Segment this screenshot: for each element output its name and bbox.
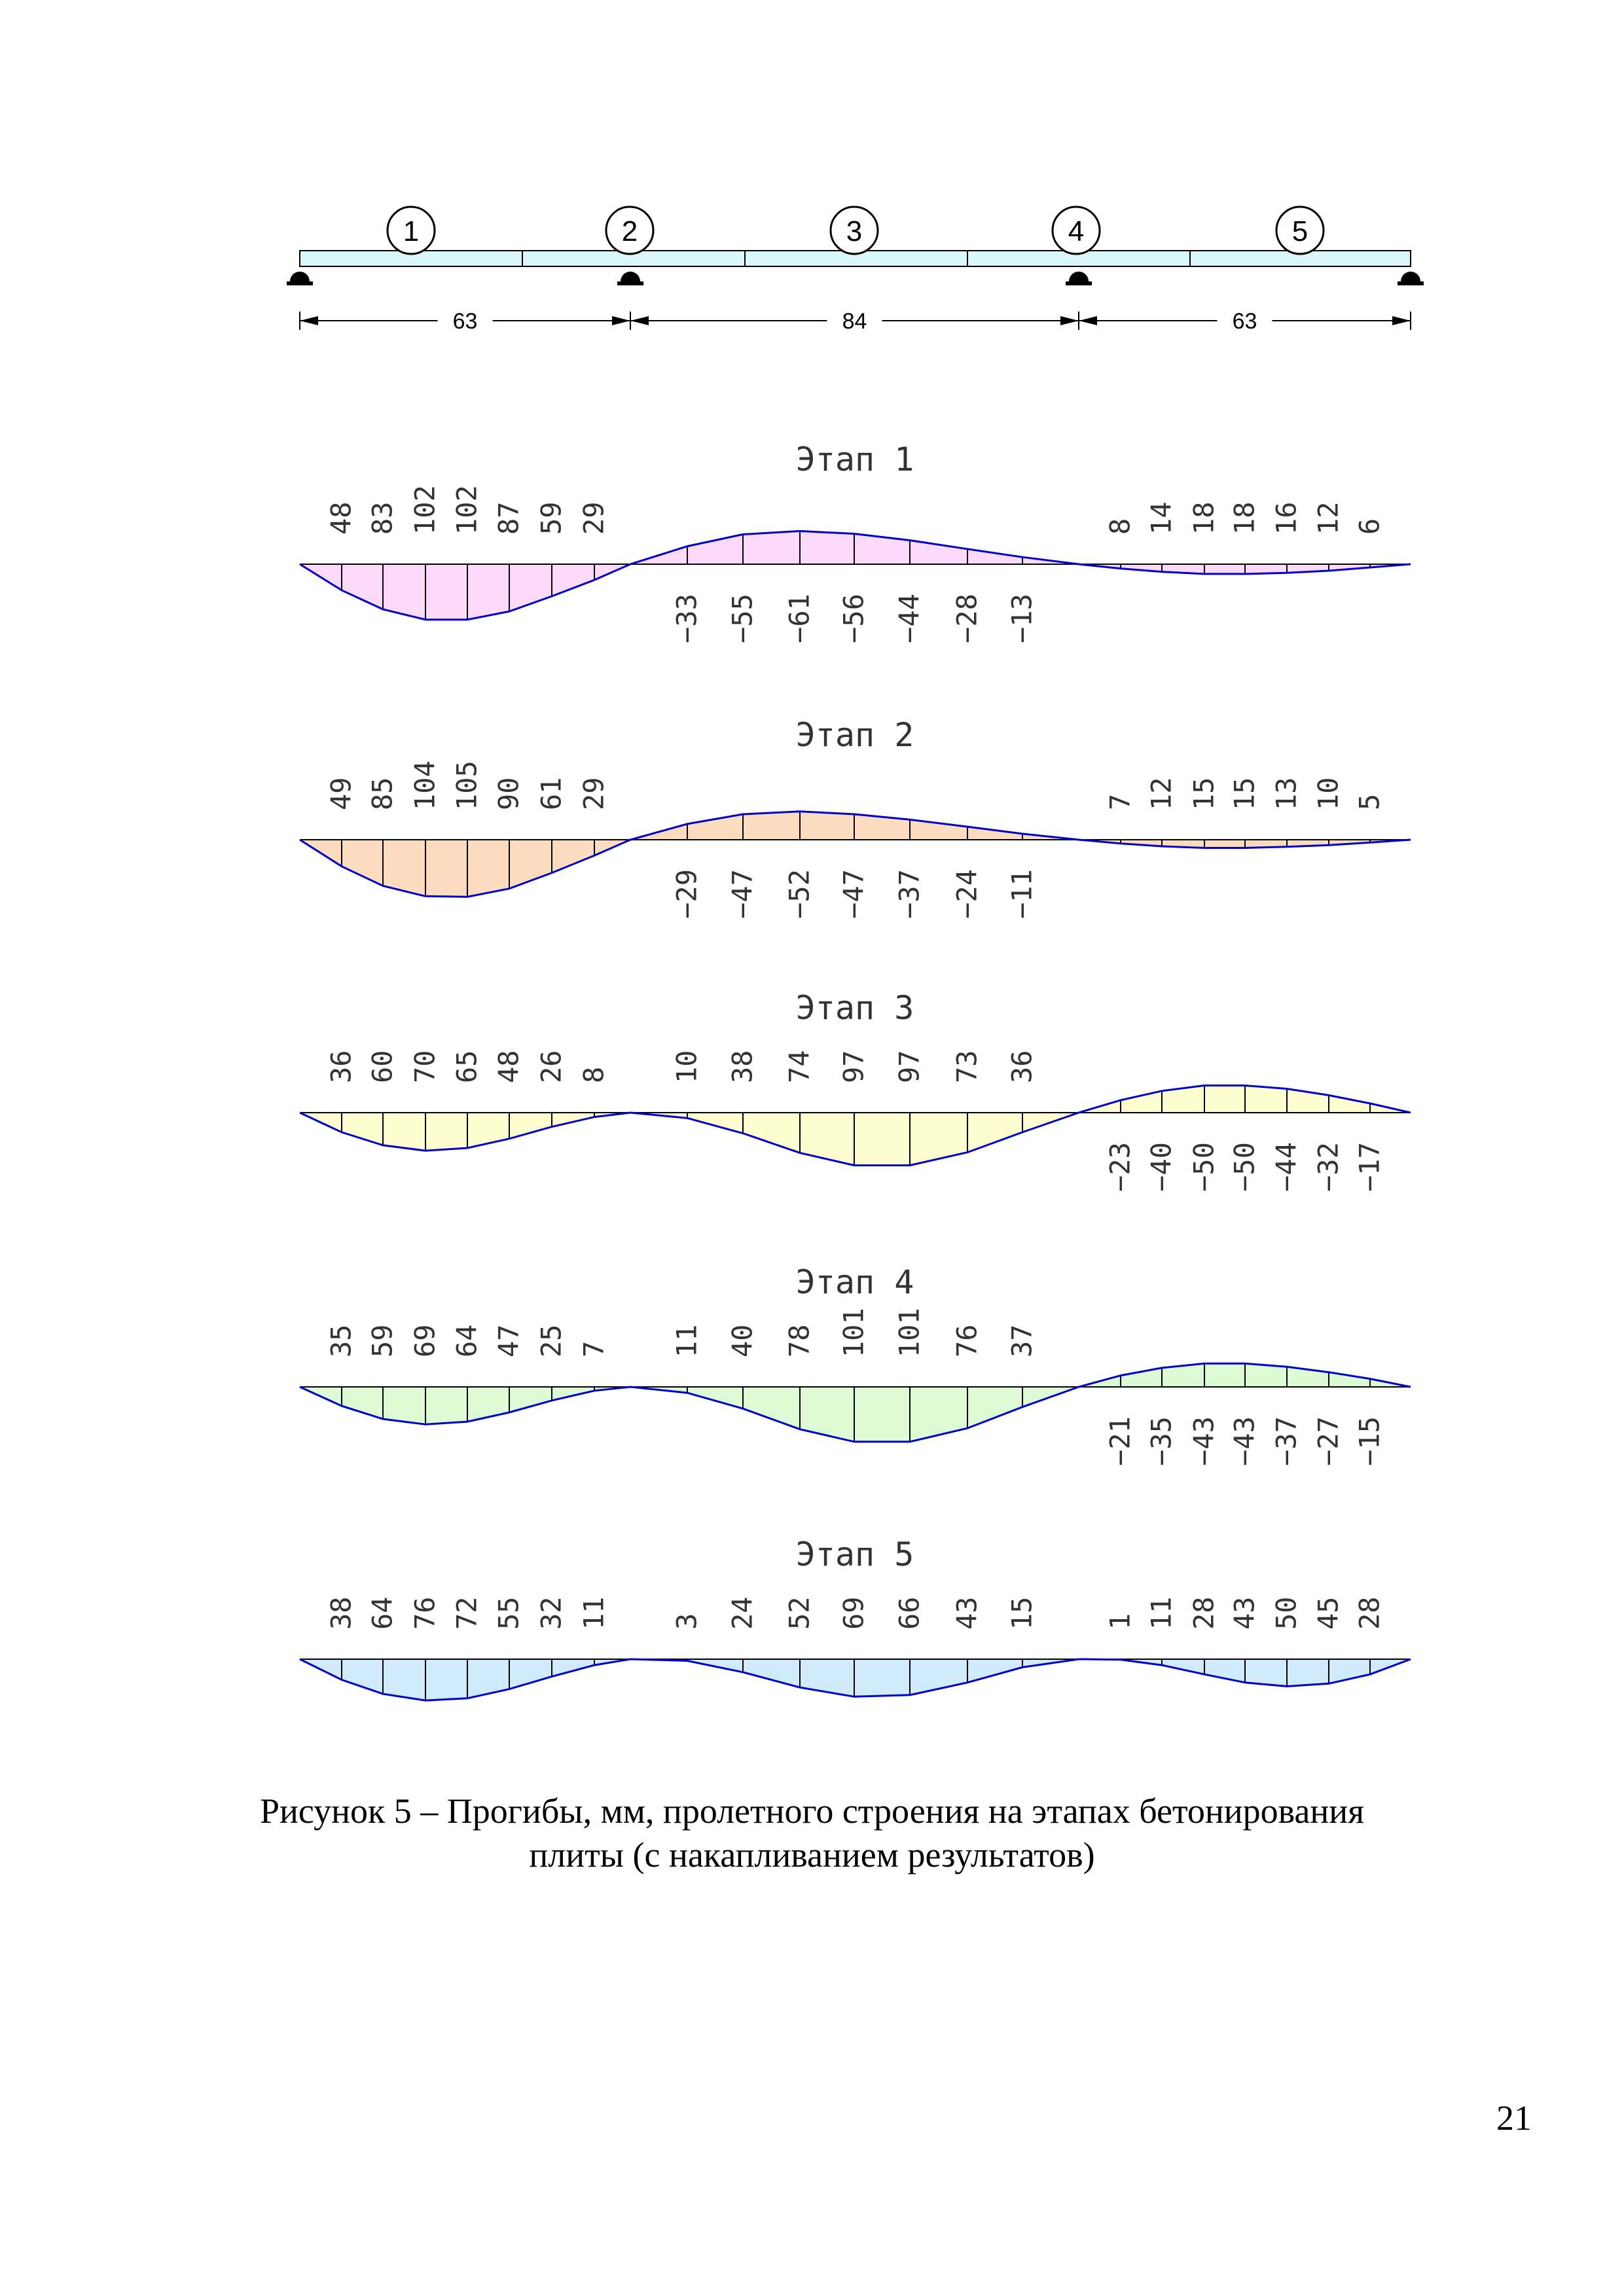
value-label-5-21: 28 bbox=[1353, 1596, 1386, 1630]
value-label-4-13: 76 bbox=[950, 1324, 983, 1357]
value-label-5-6: 32 bbox=[535, 1596, 568, 1630]
value-label-4-2: 59 bbox=[366, 1324, 399, 1357]
value-label-2-12: −37 bbox=[893, 869, 926, 919]
value-label-2-16: 12 bbox=[1145, 777, 1178, 810]
value-label-1-17: 18 bbox=[1187, 501, 1220, 535]
value-label-2-5: 90 bbox=[492, 777, 525, 810]
value-label-2-2: 85 bbox=[366, 777, 399, 810]
value-label-1-18: 18 bbox=[1228, 501, 1261, 535]
value-label-1-8: −33 bbox=[670, 594, 703, 643]
value-label-4-7: 7 bbox=[577, 1340, 610, 1357]
span-number-2: 2 bbox=[621, 215, 638, 247]
dim-arrow-end-1 bbox=[612, 316, 630, 325]
value-label-4-10: 78 bbox=[783, 1324, 816, 1357]
dim-arrow-end-2 bbox=[1060, 316, 1079, 325]
value-label-4-4: 64 bbox=[450, 1324, 483, 1357]
support-base-3 bbox=[1066, 281, 1092, 285]
value-label-3-10: 74 bbox=[783, 1050, 816, 1083]
value-label-5-15: 1 bbox=[1104, 1613, 1136, 1630]
stage-diagram-4 bbox=[300, 1263, 1411, 1466]
value-label-4-9: 40 bbox=[726, 1324, 759, 1357]
value-label-4-8: 11 bbox=[670, 1324, 703, 1357]
value-label-1-14: −13 bbox=[1005, 594, 1038, 643]
value-label-3-18: −50 bbox=[1228, 1142, 1261, 1192]
stage-fill-5 bbox=[300, 1659, 1411, 1700]
value-label-2-7: 29 bbox=[577, 777, 610, 810]
span-number-5: 5 bbox=[1291, 215, 1308, 247]
value-label-1-19: 16 bbox=[1270, 501, 1303, 535]
value-label-5-17: 28 bbox=[1187, 1596, 1220, 1630]
value-label-5-7: 11 bbox=[577, 1596, 610, 1630]
value-label-4-3: 69 bbox=[408, 1324, 441, 1357]
figure-caption-line-1: Рисунок 5 – Прогибы, мм, пролетного строения на этапах бетонирования bbox=[259, 1791, 1365, 1831]
dim-arrow-start-2 bbox=[630, 316, 649, 325]
value-label-3-4: 65 bbox=[450, 1050, 483, 1083]
value-label-3-14: 36 bbox=[1005, 1050, 1038, 1083]
dim-label-1: 63 bbox=[452, 309, 478, 334]
value-label-5-18: 43 bbox=[1228, 1596, 1261, 1630]
value-label-4-6: 25 bbox=[535, 1324, 568, 1357]
stage-diagram-1 bbox=[300, 440, 1411, 643]
value-label-5-5: 55 bbox=[492, 1596, 525, 1630]
value-label-3-5: 48 bbox=[492, 1050, 525, 1083]
value-label-2-9: −47 bbox=[726, 869, 759, 919]
value-label-4-5: 47 bbox=[492, 1324, 525, 1357]
value-label-2-8: −29 bbox=[670, 869, 703, 919]
value-label-3-19: −44 bbox=[1270, 1142, 1303, 1192]
value-label-5-11: 69 bbox=[837, 1596, 870, 1630]
value-label-1-21: 6 bbox=[1353, 518, 1386, 535]
value-label-1-20: 12 bbox=[1312, 501, 1344, 535]
value-label-2-19: 13 bbox=[1270, 777, 1303, 810]
stage-title-4: Этап 4 bbox=[795, 1263, 914, 1301]
value-label-3-6: 26 bbox=[535, 1050, 568, 1083]
beam-scheme bbox=[287, 207, 1424, 334]
value-label-5-8: 3 bbox=[670, 1613, 703, 1630]
value-label-4-21: −15 bbox=[1353, 1416, 1386, 1466]
value-label-4-1: 35 bbox=[325, 1324, 357, 1357]
stage-diagram-5 bbox=[300, 1535, 1411, 1700]
value-label-2-10: −52 bbox=[783, 869, 816, 919]
value-label-3-17: −50 bbox=[1187, 1142, 1220, 1192]
value-label-1-9: −55 bbox=[726, 594, 759, 643]
value-label-3-3: 70 bbox=[408, 1050, 441, 1083]
value-label-2-21: 5 bbox=[1353, 793, 1386, 810]
dim-label-2: 84 bbox=[842, 309, 867, 334]
support-icon-4 bbox=[1401, 272, 1420, 281]
value-label-1-15: 8 bbox=[1104, 518, 1136, 535]
value-label-3-9: 38 bbox=[726, 1050, 759, 1083]
value-label-2-20: 10 bbox=[1312, 777, 1344, 810]
value-label-4-15: −21 bbox=[1104, 1416, 1136, 1466]
stage-diagram-2 bbox=[300, 716, 1411, 919]
value-label-1-1: 48 bbox=[325, 501, 357, 535]
value-label-2-11: −47 bbox=[837, 869, 870, 919]
support-icon-1 bbox=[290, 272, 310, 281]
value-label-3-15: −23 bbox=[1104, 1142, 1136, 1192]
value-label-2-14: −11 bbox=[1005, 869, 1038, 919]
value-label-5-2: 64 bbox=[366, 1596, 399, 1630]
value-label-1-4: 102 bbox=[450, 485, 483, 535]
value-label-1-10: −61 bbox=[783, 594, 816, 643]
value-label-2-3: 104 bbox=[408, 761, 441, 810]
value-label-5-13: 43 bbox=[950, 1596, 983, 1630]
value-label-2-1: 49 bbox=[325, 777, 357, 810]
value-label-5-14: 15 bbox=[1005, 1596, 1038, 1630]
stage-diagrams bbox=[300, 440, 1411, 1700]
value-label-5-10: 52 bbox=[783, 1596, 816, 1630]
value-label-3-1: 36 bbox=[325, 1050, 357, 1083]
value-label-2-15: 7 bbox=[1104, 793, 1136, 810]
stage-title-5: Этап 5 bbox=[795, 1535, 914, 1573]
value-label-1-11: −56 bbox=[837, 594, 870, 643]
value-label-2-17: 15 bbox=[1187, 777, 1220, 810]
value-label-5-3: 76 bbox=[408, 1596, 441, 1630]
dim-arrow-end-3 bbox=[1392, 316, 1411, 325]
stage-title-3: Этап 3 bbox=[795, 989, 914, 1027]
stage-title-1: Этап 1 bbox=[795, 440, 914, 478]
value-label-1-7: 29 bbox=[577, 501, 610, 535]
value-label-3-7: 8 bbox=[577, 1066, 610, 1083]
value-label-5-16: 11 bbox=[1145, 1596, 1178, 1630]
figure-caption-line-2: плиты (с накапливанием результатов) bbox=[529, 1835, 1095, 1874]
value-label-1-6: 59 bbox=[535, 501, 568, 535]
span-number-1: 1 bbox=[403, 215, 420, 247]
value-label-1-12: −44 bbox=[893, 594, 926, 643]
value-label-5-12: 66 bbox=[893, 1596, 926, 1630]
value-label-4-17: −43 bbox=[1187, 1416, 1220, 1466]
value-label-3-13: 73 bbox=[950, 1050, 983, 1083]
value-label-2-6: 61 bbox=[535, 777, 568, 810]
value-label-3-2: 60 bbox=[366, 1050, 399, 1083]
value-label-3-12: 97 bbox=[893, 1050, 926, 1083]
value-label-5-1: 38 bbox=[325, 1596, 357, 1630]
span-number-3: 3 bbox=[846, 215, 863, 247]
value-label-1-2: 83 bbox=[366, 501, 399, 535]
value-label-1-3: 102 bbox=[408, 485, 441, 535]
support-icon-3 bbox=[1069, 272, 1089, 281]
stage-diagram-3 bbox=[300, 989, 1411, 1192]
value-label-4-20: −27 bbox=[1312, 1416, 1344, 1466]
value-label-5-9: 24 bbox=[726, 1596, 759, 1630]
value-label-3-11: 97 bbox=[837, 1050, 870, 1083]
value-label-1-13: −28 bbox=[950, 594, 983, 643]
value-label-4-18: −43 bbox=[1228, 1416, 1261, 1466]
value-label-5-19: 50 bbox=[1270, 1596, 1303, 1630]
span-number-4: 4 bbox=[1068, 215, 1085, 247]
support-base-1 bbox=[287, 281, 313, 285]
stage-title-2: Этап 2 bbox=[795, 716, 914, 754]
value-label-1-5: 87 bbox=[492, 501, 525, 535]
dim-arrow-start-1 bbox=[300, 316, 318, 325]
value-label-3-20: −32 bbox=[1312, 1142, 1344, 1192]
support-base-2 bbox=[617, 281, 643, 285]
value-label-4-16: −35 bbox=[1145, 1416, 1178, 1466]
page-number: 21 bbox=[1496, 2098, 1532, 2138]
dim-arrow-start-3 bbox=[1079, 316, 1097, 325]
value-label-3-21: −17 bbox=[1353, 1142, 1386, 1192]
value-label-5-4: 72 bbox=[450, 1596, 483, 1630]
value-label-4-19: −37 bbox=[1270, 1416, 1303, 1466]
value-label-1-16: 14 bbox=[1145, 501, 1178, 535]
support-icon-2 bbox=[621, 272, 640, 281]
value-label-5-20: 45 bbox=[1312, 1596, 1344, 1630]
dim-label-3: 63 bbox=[1232, 309, 1257, 334]
value-label-2-4: 105 bbox=[450, 761, 483, 810]
value-label-2-13: −24 bbox=[950, 869, 983, 919]
support-base-4 bbox=[1398, 281, 1424, 285]
value-label-3-16: −40 bbox=[1145, 1142, 1178, 1192]
value-label-4-11: 101 bbox=[837, 1308, 870, 1357]
value-label-3-8: 10 bbox=[670, 1050, 703, 1083]
value-label-4-14: 37 bbox=[1005, 1324, 1038, 1357]
value-label-4-12: 101 bbox=[893, 1308, 926, 1357]
value-label-2-18: 15 bbox=[1228, 777, 1261, 810]
